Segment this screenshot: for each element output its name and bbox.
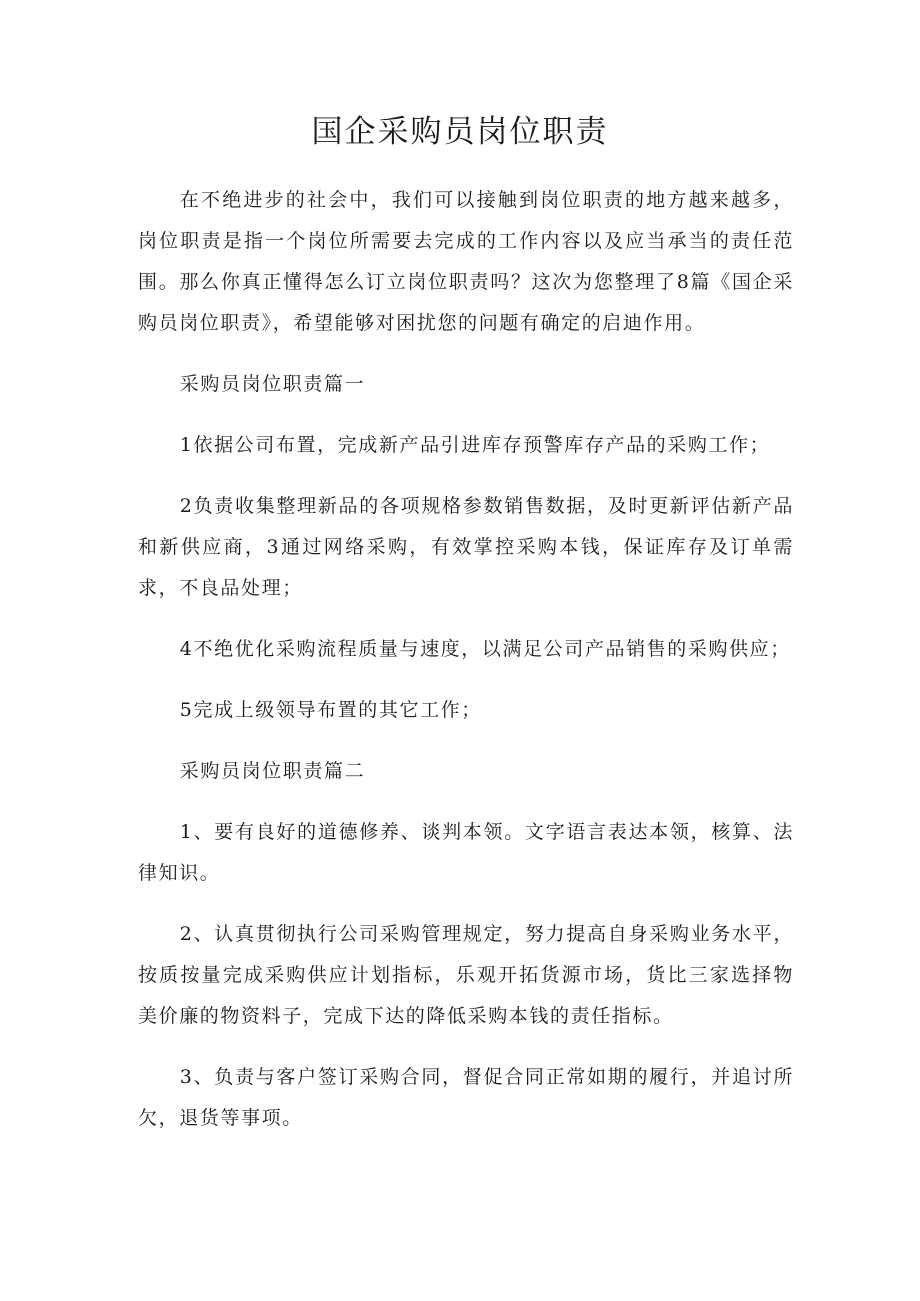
duty-item: 4不绝优化采购流程质量与速度，以满足公司产品销售的采购供应；	[179, 638, 791, 660]
duty-item: 2、认真贯彻执行公司采购管理规定，努力提高自身采购业务水平，按质按量完成采购供应计划指标，乐观开拓货源市场，货比三家选择物美价廉的物资料子，完成下达的降低采购本钱的责任指标。	[138, 923, 794, 1027]
section-heading: 采购员岗位职责篇一	[179, 373, 366, 395]
duty-item: 1、要有良好的道德修养、谈判本领。文字语言表达本领，核算、法律知识。	[138, 821, 794, 884]
document-body	[138, 180, 794, 1159]
duty-item: 1依据公司布置，完成新产品引进库存预警库存产品的采购工作；	[179, 434, 771, 456]
duty-item: 5完成上级领导布置的其它工作；	[179, 699, 482, 721]
document-title: 国企采购员岗位职责	[311, 114, 609, 150]
section-heading: 采购员岗位职责篇二	[179, 760, 366, 782]
intro-paragraph: 在不绝进步的社会中，我们可以接触到岗位职责的地方越来越多，岗位职责是指一个岗位所需要去完成的工作内容以及应当承当的责任范围。那么你真正懂得怎么订立岗位职责吗？这次为您整理了8篇《国企采购员岗位职责》，希望能够对困扰您的问题有确定的启迪作用。	[138, 189, 794, 334]
duty-item: 2负责收集整理新品的各项规格参数销售数据，及时更新评估新产品和新供应商，3通过网络采购，有效掌控采购本钱，保证库存及订单需求，不良品处理；	[138, 495, 794, 599]
duty-item: 3、负责与客户签订采购合同，督促合同正常如期的履行，并追讨所欠，退货等事项。	[138, 1066, 794, 1129]
